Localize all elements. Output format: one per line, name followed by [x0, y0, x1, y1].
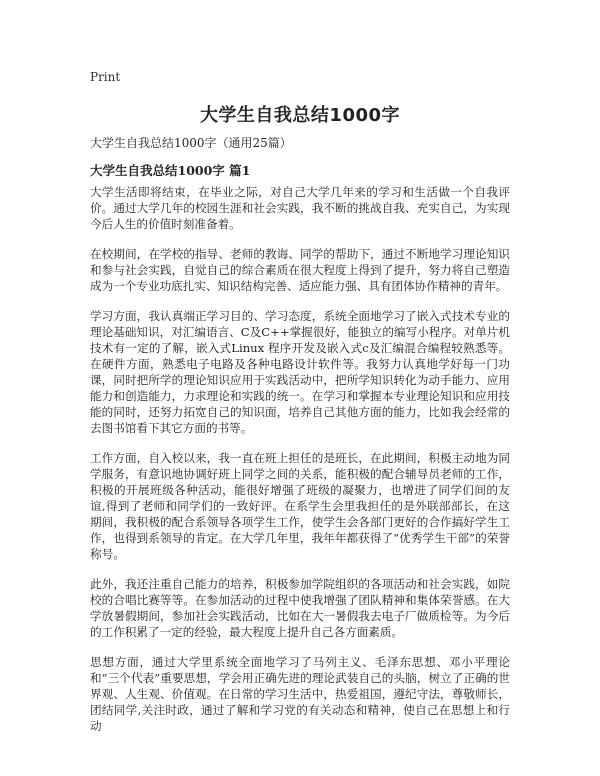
paragraph: 学习方面，我认真端正学习目的、学习态度，系统全面地学习了嵌入式技术专业的理论基础知识，对汇编语言、C及C++掌握很好，能独立的编写小程序。对单片机技术有一定的了解，嵌入式Linux 程序开发及嵌入式c及汇编混合编程较熟悉等。在硬件方面，熟悉电子电路及各种电路设计软件等。我努力认真地学好每一门功课，同时把所学的理论知识应用于实践活动中，把所学知识转化为动手能力、应用能力和创造能力，力求理论和实践的统一。在学习和掌握本专业理论知识和应用技能的同时，还努力拓宽自己的知识面，培养自己其他方面的能力，比如我会经常的去图书馆看下其它方面的书等。	[90, 309, 510, 435]
paragraph: 此外，我还注重自己能力的培养，积极参加学院组织的各项活动和社会实践，如院校的合唱比赛等等。在参加活动的过程中使我增强了团队精神和集体荣誉感。在大学放暑假期间，参加社会实践活动，比如在大一暑假我去电子厂做质检等。为今后的工作积累了一定的经验，最大程度上提升自己各方面素质。	[90, 577, 510, 639]
print-link[interactable]: Print	[90, 70, 121, 84]
paragraph: 工作方面，自入校以来，我一直在班上担任的是班长，在此期间，积极主动地为同学服务，有意识地协调好班上同学之间的关系，能积极的配合辅导员老师的工作，积极的开展班级各种活动，能很好增强了班级的凝聚力，也增进了同学们间的友谊,得到了老师和同学们的一致好评。在系学生会里我担任的是外联部部长，在这期间，我积极的配合系领导各项学生工作，使学生会各部门更好的合作搞好学生工作，也得到系领导的肯定。在大学几年里，我年年都获得了“优秀学生干部”的荣誉称号。	[90, 451, 510, 561]
document-subtitle: 大学生自我总结1000字（通用25篇）	[90, 136, 292, 150]
paragraph: 思想方面，通过大学里系统全面地学习了马列主义、毛泽东思想、邓小平理论和“三个代表”重要思想，学会用正确先进的理论武装自己的头脑，树立了正确的世界观、人生观、价值观。在日常的学习生活中，热爱祖国，遵纪守法，尊敬师长，团结同学,关注时政，通过了解和学习党的有关动态和精神，使自己在思想上和行动	[90, 655, 510, 733]
paragraph: 在校期间，在学校的指导、老师的教诲、同学的帮助下，通过不断地学习理论知识和参与社会实践，自觉自己的综合素质在很大程度上得到了提升，努力将自己塑造成为一个专业功底扎实、知识结构完善、适应能力强、具有团体协作精神的青年。	[90, 247, 510, 293]
section-heading: 大学生自我总结1000字 篇1	[90, 163, 251, 178]
article-body	[90, 184, 510, 748]
page-title: 大学生自我总结1000字	[199, 105, 401, 126]
paragraph: 大学生活即将结束，在毕业之际，对自己大学几年来的学习和生活做一个自我评价。通过大学几年的校园生涯和社会实践，我不断的挑战自我、充实自己，为实现今后人生的价值时刻准备着。	[90, 185, 510, 231]
